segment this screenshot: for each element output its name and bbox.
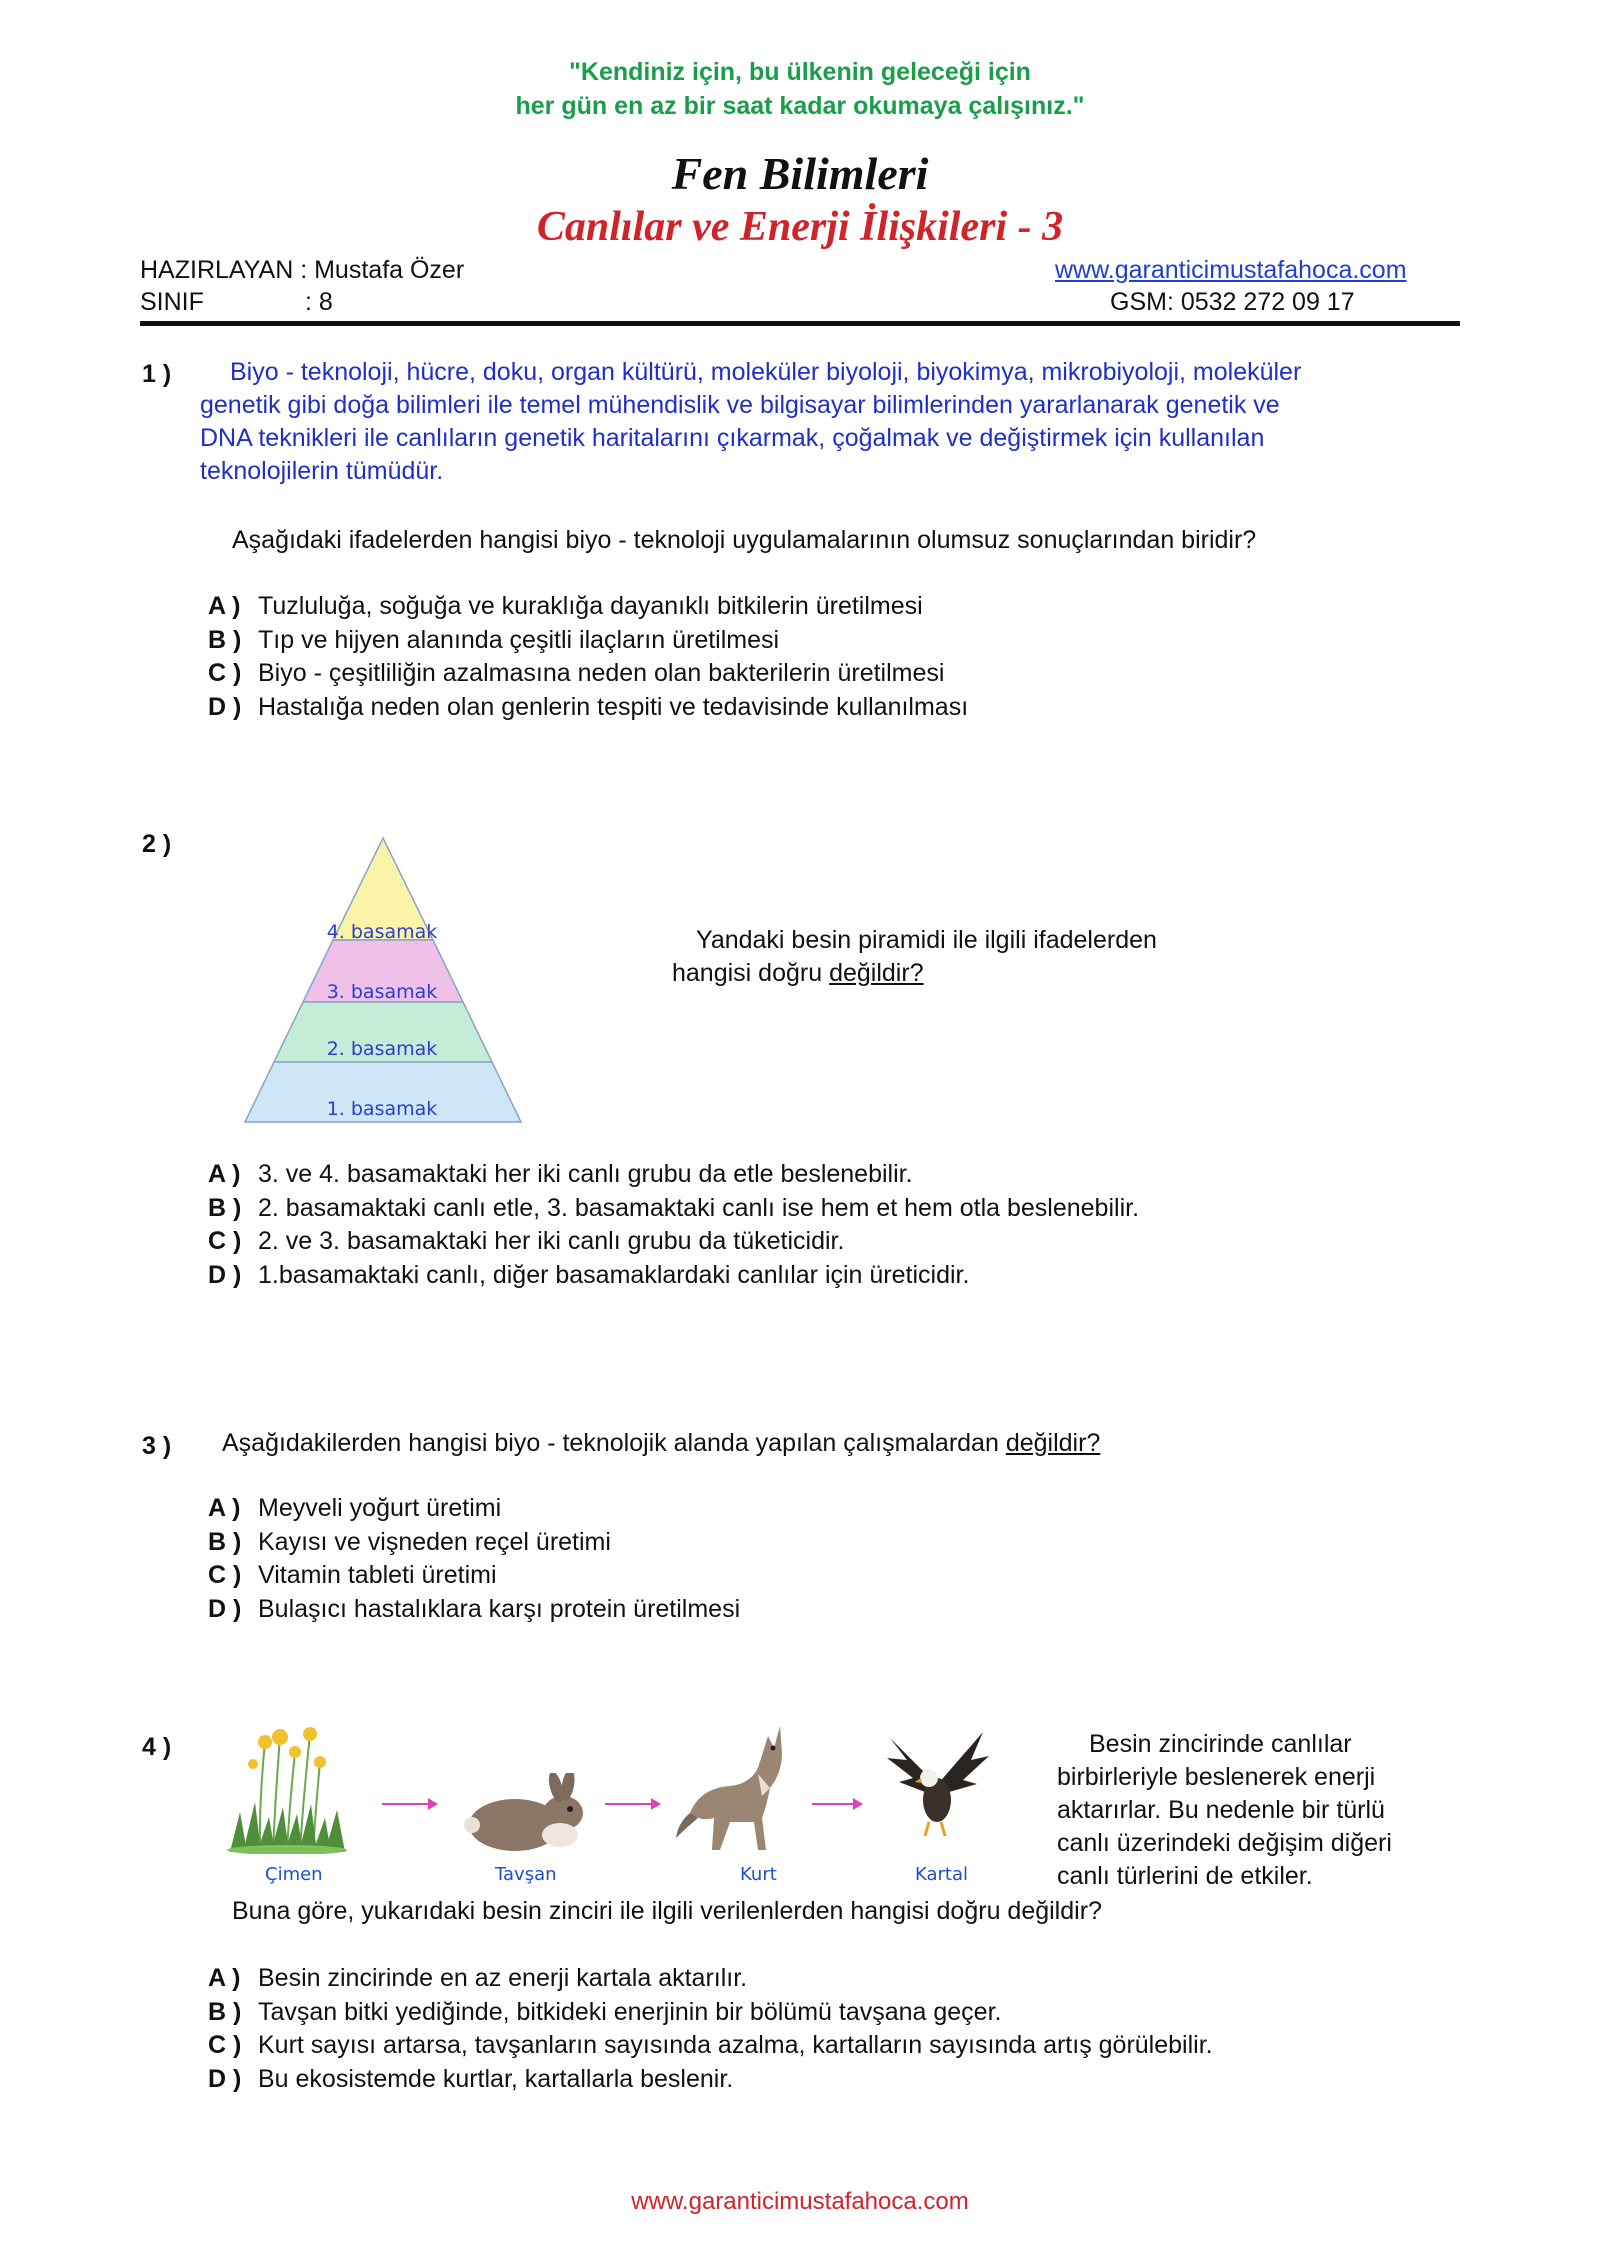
question-1-number: 1 ) [142, 360, 172, 388]
arrow-right-icon [603, 1796, 663, 1812]
option-a[interactable]: A ) Meyveli yoğurt üretimi [208, 1494, 502, 1522]
option-c[interactable]: C ) Biyo - çeşitliliğin azalmasına neden olan bakterilerin üretilmesi [208, 659, 945, 687]
question-3-options [208, 1492, 740, 1626]
question-1-text: Aşağıdaki ifadelerden hangisi biyo - teknoloji uygulamalarının olumsuz sonuçlarından biridir? [232, 526, 1257, 554]
option-d[interactable]: D ) Bu ekosistemde kurtlar, kartallarla beslenir. [208, 2064, 734, 2093]
food-chain [225, 1718, 1015, 1888]
option-a[interactable]: A ) Tuzluluğa, soğuğa ve kuraklığa dayanıklı bitkilerin üretilmesi [208, 592, 923, 620]
option-b[interactable]: B ) Tavşan bitki yediğinde, bitkideki enerjinin bir bölümü tavşana geçer. [208, 1997, 1002, 2026]
option-c[interactable]: C ) 2. ve 3. basamaktaki her iki canlı grubu da tüketicidir. [208, 1227, 845, 1255]
motto-line-2: her gün en az bir saat kadar okumaya çalışınız." [515, 92, 1085, 120]
wolf-icon [670, 1718, 795, 1858]
question-3-text: Aşağıdakilerden hangisi biyo - teknolojik alanda yapılan çalışmalardan değildir? [222, 1429, 1101, 1457]
option-d[interactable]: D ) 1.basamaktaki canlı, diğer basamaklardaki canlılar için üreticidir. [208, 1260, 970, 1289]
option-c[interactable]: C ) Vitamin tableti üretimi [208, 1561, 497, 1589]
question-4-side-text: Besin zincirinde canlılar birbirleriyle beslenerek enerji aktarırlar. Bu nedenle bir türlü canlı üzerindeki değişim diğeri canlı türlerini de etkiler. [1057, 1730, 1392, 1890]
rabbit-icon [460, 1773, 595, 1855]
question-4-text: Buna göre, yukarıdaki besin zinciri ile ilgili verilenlerden hangisi doğru değildir? [232, 1897, 1102, 1925]
question-2-number: 2 ) [142, 830, 172, 858]
question-3-number: 3 ) [142, 1432, 172, 1460]
arrow-right-icon [380, 1796, 440, 1812]
passage-line: teknolojilerin tümüdür. [200, 457, 444, 485]
author: HAZIRLAYAN : Mustafa Özer [140, 256, 465, 284]
question-4-options [208, 1962, 1213, 2096]
passage-line: DNA teknikleri ile canlıların genetik haritalarını çıkarmak, çoğalmak ve değiştirmek için kullanılan [200, 424, 1265, 452]
option-a[interactable]: A ) 3. ve 4. basamaktaki her iki canlı grubu da etle beslenebilir. [208, 1160, 913, 1188]
question-1-options [208, 590, 968, 724]
grass-icon [225, 1722, 355, 1854]
chain-label-rabbit: Tavşan [495, 1864, 557, 1885]
passage-line: genetik gibi doğa bilimleri ile temel mühendislik ve bilgisayar bilimlerinden yararlanarak genetik ve [200, 391, 1280, 419]
option-c[interactable]: C ) Kurt sayısı artarsa, tavşanların sayısında azalma, kartalların sayısında artış görülebilir. [208, 2031, 1213, 2059]
phone: GSM: 0532 272 09 17 [1110, 288, 1355, 316]
grade-value: : 8 [305, 288, 333, 316]
chain-label-wolf: Kurt [740, 1864, 777, 1885]
option-b[interactable]: B ) 2. basamaktaki canlı etle, 3. basamaktaki canlı ise hem et hem otla beslenebilir. [208, 1193, 1140, 1222]
website-link[interactable]: www.garanticimustafahoca.com [1055, 256, 1407, 284]
option-d[interactable]: D ) Bulaşıcı hastalıklara karşı protein üretilmesi [208, 1594, 741, 1623]
option-a[interactable]: A ) Besin zincirinde en az enerji kartala aktarılır. [208, 1964, 748, 1992]
question-2-options [208, 1158, 1139, 1292]
eagle-icon [885, 1730, 990, 1838]
motto-line-1: "Kendiniz için, bu ülkenin geleceği için [569, 58, 1031, 86]
question-1-passage [200, 356, 1480, 488]
page-subtitle: Canlılar ve Enerji İlişkileri - 3 [536, 204, 1064, 250]
option-d[interactable]: D ) Hastalığa neden olan genlerin tespiti ve tedavisinde kullanılması [208, 692, 969, 721]
page-title: Fen Bilimleri [671, 148, 929, 199]
arrow-right-icon [810, 1796, 865, 1812]
question-2-text: Yandaki besin piramidi ile ilgili ifadelerden hangisi doğru değildir? [672, 926, 1157, 987]
pyramid-label-1: 1. basamak [326, 1098, 438, 1120]
option-b[interactable]: B ) Kayısı ve vişneden reçel üretimi [208, 1527, 611, 1556]
pyramid-label-4: 4. basamak [326, 921, 438, 943]
chain-label-grass: Çimen [265, 1864, 323, 1885]
pyramid-label-3: 3. basamak [326, 981, 438, 1003]
passage-line: Biyo - teknoloji, hücre, doku, organ kültürü, moleküler biyoloji, biyokimya, mikrobiyoloji, moleküler [230, 358, 1302, 386]
option-b[interactable]: B ) Tıp ve hijyen alanında çeşitli ilaçların üretilmesi [208, 625, 780, 654]
pyramid-label-2: 2. basamak [326, 1038, 438, 1060]
question-4-number: 4 ) [142, 1733, 172, 1761]
chain-label-eagle: Kartal [915, 1864, 969, 1885]
footer-link[interactable]: www.garanticimustafahoca.com [631, 2188, 969, 2215]
grade-label: SINIF [140, 288, 204, 316]
header-divider [140, 321, 1460, 326]
food-pyramid [220, 835, 550, 1125]
